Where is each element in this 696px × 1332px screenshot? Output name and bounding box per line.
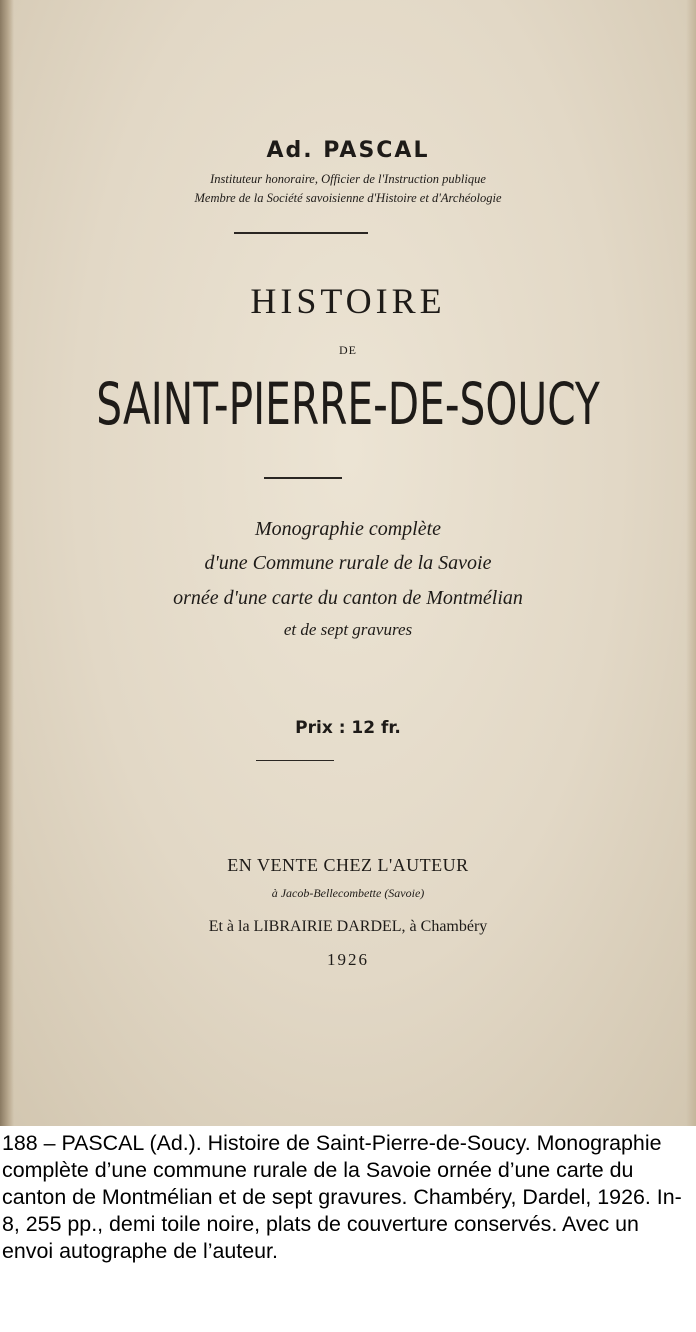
author-credential-1: Instituteur honoraire, Officier de l'Instruction publique: [210, 172, 486, 186]
title-place-name: SAINT-PIERRE-DE-SOUCY: [96, 370, 600, 438]
divider-rule: [264, 477, 342, 479]
subtitle-line-1: Monographie complète: [254, 518, 442, 540]
subtitle-line-4: et de sept gravures: [283, 620, 413, 639]
sale-line-1: EN VENTE CHEZ L'AUTEUR: [227, 855, 469, 875]
catalogue-caption: 188 – PASCAL (Ad.). Histoire de Saint-Pierre-de-Soucy. Monographie complète d’une commune rurale de la Savoie ornée d’une carte du canton de Montmélian et de sept gravures. Chambéry, Dardel, 1926. In-8, 255 pp., demi toile noire, plats de couverture conservés. Avec un envoi autographe de l’auteur.: [2, 1131, 682, 1263]
sale-line-3: Et à la LIBRAIRIE DARDEL, à Chambéry: [208, 918, 488, 935]
title-histoire: HISTOIRE: [250, 281, 446, 321]
price: Prix : 12 fr.: [295, 718, 401, 738]
subtitle-line-2: d'une Commune rurale de la Savoie: [204, 552, 492, 574]
author-name: Ad. PASCAL: [266, 138, 430, 163]
divider-rule: [256, 760, 334, 761]
sale-line-2: à Jacob-Bellecombette (Savoie): [271, 886, 425, 900]
title-de: DE: [339, 343, 357, 357]
divider-rule: [234, 232, 368, 234]
subtitle-line-3: ornée d'une carte du canton de Montmélian: [173, 587, 523, 609]
author-credential-2: Membre de la Société savoisienne d'Histoire et d'Archéologie: [194, 191, 502, 205]
publication-year: 1926: [327, 950, 369, 969]
